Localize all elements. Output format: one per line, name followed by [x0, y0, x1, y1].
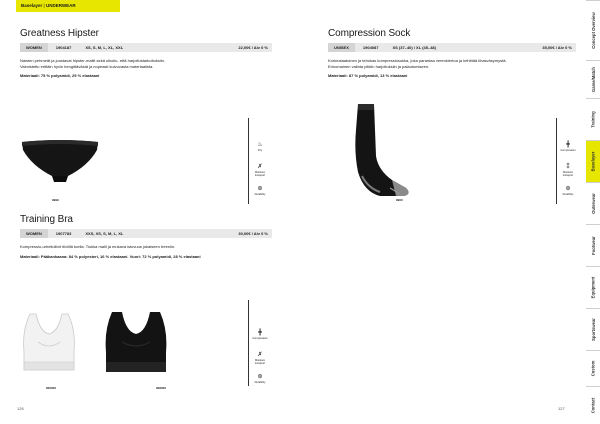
care-caption: Moisture transport — [562, 171, 574, 177]
product-code: 1907783 — [55, 231, 72, 236]
compression-icon: ╋ — [258, 330, 262, 336]
compression-icon: ╋ — [566, 142, 570, 148]
durability-icon: ⊛ — [257, 374, 263, 380]
tab-label: Custom — [590, 360, 596, 377]
product-title: Greatness Hipster — [20, 28, 99, 39]
product-description — [328, 58, 576, 69]
care-moisture — [250, 164, 270, 177]
gender-tag: WOMEN — [20, 229, 48, 238]
divider-line — [556, 118, 557, 204]
care-caption: Compression — [560, 149, 576, 152]
tab-contact[interactable] — [586, 386, 600, 424]
moisture-icon: ⁑ — [566, 164, 570, 170]
product-greatness-hipster — [20, 28, 272, 78]
tab-game-match[interactable] — [586, 60, 600, 98]
care-moisture — [558, 164, 578, 177]
size-range: XS, S, M, L, XL, XXL — [85, 45, 124, 50]
tab-label: Game/Match — [590, 67, 596, 92]
materials-text: Materiaali: 87 % polyamidi, 13 % elastaani — [328, 73, 408, 79]
spec-bar — [328, 43, 576, 52]
care-caption: Durability — [254, 193, 266, 196]
care-caption: Moisture transport — [254, 171, 266, 177]
product-compression-sock — [328, 28, 576, 78]
care-moisture — [250, 352, 270, 365]
care-durability — [558, 186, 578, 196]
tab-custom[interactable] — [586, 350, 600, 386]
divider-line — [248, 118, 249, 204]
price: 22,00€ / Alv 0 % — [238, 45, 268, 50]
color-code: 999000 — [156, 386, 167, 390]
product-code: 1904087 — [362, 45, 379, 50]
category-label: Baselayer — [21, 3, 43, 8]
durability-icon: ⊛ — [257, 186, 263, 192]
product-training-bra — [20, 214, 272, 259]
product-title: Compression Sock — [328, 28, 411, 39]
care-caption: Moisture transport — [254, 359, 266, 365]
description-line: Valmistettu erittäin hyvin hengittävästä ja nopeasti kuivuvasta materiaalista. — [20, 63, 154, 69]
hipster-image — [18, 136, 102, 192]
size-range: XS (37–40) / XL (45–48) — [392, 45, 436, 50]
tab-sportswear[interactable] — [586, 308, 600, 350]
care-durability — [250, 186, 270, 196]
tab-concept-overview[interactable] — [586, 0, 600, 60]
catalog-category-badge — [16, 0, 120, 12]
materials-text: Materiaali: 75 % polyamidi, 25 % elastaani — [20, 73, 100, 79]
care-dry — [250, 142, 270, 152]
description-line: Erinomainen valinta pitkiin harjoituksiin ja palautumiseen. — [328, 63, 430, 69]
product-code: 1904187 — [55, 45, 72, 50]
divider-line — [248, 300, 249, 386]
spec-bar — [20, 229, 272, 238]
dry-icon: ♨ — [257, 142, 263, 148]
training-bra-black-image — [100, 310, 172, 378]
care-compression — [558, 142, 578, 152]
size-range: XXS, XS, S, M, L, XL — [85, 231, 124, 236]
color-code: 900000 — [46, 386, 57, 390]
moisture-icon: ✗ — [257, 164, 263, 170]
tab-label: Baselayer — [590, 151, 596, 172]
product-description — [20, 58, 272, 69]
separator: | — [43, 3, 46, 8]
tab-baselayer[interactable] — [586, 140, 600, 182]
page-number-right: 127 — [558, 406, 565, 411]
tab-training[interactable] — [586, 98, 600, 140]
description-line: Kompressio-urheiluliivit tiiviillä tuella. Tiukka malli ja mukava istuvuus jokaiseen treeniin. — [20, 244, 176, 249]
description-line: Korkealaatuinen ja tehokas kompressiosukka, joka parantaa verenkiertoa ja kehittää lihasväsymystä. — [328, 58, 507, 63]
moisture-icon: ✗ — [257, 352, 263, 358]
gender-tag: UNISEX — [328, 43, 355, 52]
compression-sock-image — [340, 100, 440, 200]
tab-label: Footwear — [590, 236, 596, 255]
tab-label: Sportswear — [590, 318, 596, 341]
color-code: 9900 — [396, 198, 403, 202]
training-bra-white-image — [18, 312, 80, 376]
tab-footwear[interactable] — [586, 224, 600, 266]
price: 30,00€ / Alv 0 % — [238, 231, 268, 236]
care-caption: Compression — [252, 337, 268, 340]
page-number-left: 126 — [17, 406, 24, 411]
product-title: Training Bra — [20, 214, 73, 225]
care-caption: Durability — [562, 193, 574, 196]
care-durability — [250, 374, 270, 384]
color-code: 9999 — [52, 198, 59, 202]
gender-tag: WOMEN — [20, 43, 48, 52]
tab-equipment[interactable] — [586, 266, 600, 308]
tab-label: Outerwear — [590, 193, 596, 214]
spec-bar — [20, 43, 272, 52]
tab-outerwear[interactable] — [586, 182, 600, 224]
product-description — [20, 244, 272, 250]
care-compression — [250, 330, 270, 340]
materials-text: Materiaali: Pääkankaana: 84 % polyesteri, 16 % elastaani. Vuori: 72 % polyamidi, 28 % elastaani — [20, 253, 201, 259]
tab-label: Training — [590, 111, 596, 128]
tab-label: Contact — [590, 397, 596, 414]
description-line: Naisten pehmeät ja joustavat hipster-mallit sekä ulkoilu- että harjoitustarkoituksiin. — [20, 58, 165, 63]
durability-icon: ⊛ — [565, 186, 571, 192]
care-caption: Durability — [254, 381, 266, 384]
section-label: UNDERWEAR — [45, 3, 76, 8]
tab-label: Equipment — [590, 276, 596, 299]
care-caption: Dry — [257, 149, 263, 152]
price: 35,00€ / Alv 0 % — [542, 45, 572, 50]
section-index-sidebar — [586, 0, 600, 424]
tab-label: Concept Overview — [590, 12, 596, 49]
